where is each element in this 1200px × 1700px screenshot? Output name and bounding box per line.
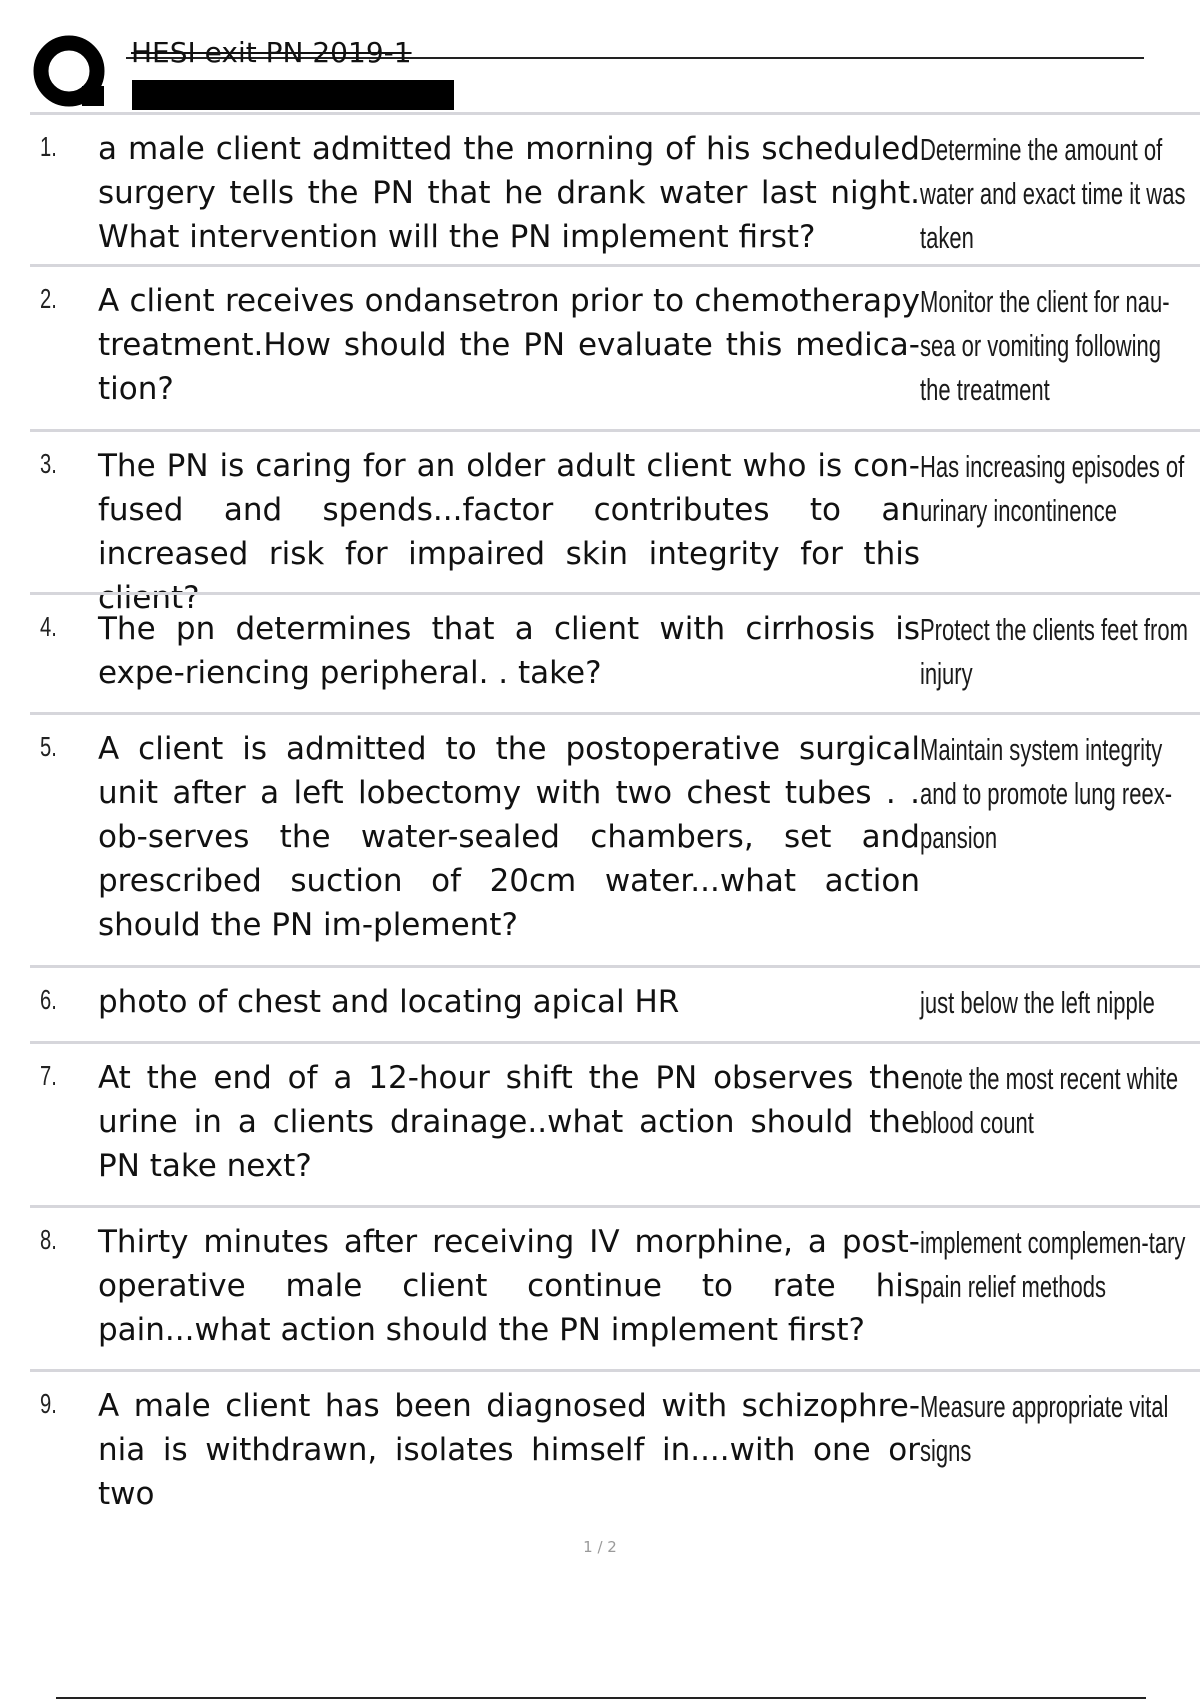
answer-text: Has increasing episodes of urinary incontinence [920,449,1185,528]
question-text: a male client admitted the morning of his scheduled surgery tells the PN that he drank water last night. What intervention will the PN implement first? [98,131,920,255]
footer-rule [56,1697,1146,1699]
question-row-9 [30,1369,1200,1512]
question-text: photo of chest and locating apical HR [98,984,680,1020]
question-text: A client receives ondansetron prior to chemotherapy treatment.How should the PN evaluate this medica-tion? [98,283,920,407]
question-number: 2. [40,283,57,314]
question-number: 3. [40,448,57,479]
page-number: 1 / 2 [583,1538,617,1556]
question-text: The pn determines that a client with cirrhosis is expe-riencing peripheral. . take? [98,611,920,691]
redaction-bar [132,80,454,110]
question-row-3 [30,429,1200,616]
question-row-4 [30,592,1200,712]
answer-text: Protect the clients feet from injury [920,612,1188,691]
question-row-7 [30,1041,1200,1205]
question-text: At the end of a 12-hour shift the PN observes the urine in a clients drainage..what action should the PN take next? [98,1060,920,1184]
answer-text: Measure appropriate vital signs [920,1389,1169,1468]
answer-text: implement complemen-tary pain relief methods [920,1225,1186,1304]
question-number: 8. [40,1224,57,1255]
answer-text: Determine the amount of water and exact time it was taken [920,132,1186,255]
answer-text: Maintain system integrity and to promote lung reex-pansion [920,732,1173,855]
question-text: A client is admitted to the postoperative surgical unit after a left lobectomy with two chest tubes . . ob-serves the water-sealed chambers, set and prescribed suction of 20cm water...what action should the PN im-plement? [98,731,920,943]
question-number: 4. [40,611,57,642]
question-number: 6. [40,984,57,1015]
brand-logo-icon [32,34,106,108]
question-number: 5. [40,731,57,762]
question-row-8 [30,1205,1200,1369]
question-row-1 [30,112,1200,264]
question-row-6 [30,965,1200,1041]
answer-text: note the most recent white blood count [920,1061,1179,1140]
question-row-2 [30,264,1200,429]
question-number: 9. [40,1388,57,1419]
question-text: A male client has been diagnosed with schizophre-nia is withdrawn, isolates himself in....with one or two [98,1388,920,1512]
answer-text: Monitor the client for nau-sea or vomiting following the treatment [920,284,1170,407]
question-number: 7. [40,1060,57,1091]
question-text: Thirty minutes after receiving IV morphine, a post-operative male client continue to rate his pain...what action should the PN implement first? [98,1224,920,1348]
answer-text: just below the left nipple [920,985,1155,1020]
question-list [30,112,1200,1512]
question-row-5 [30,712,1200,965]
question-text: The PN is caring for an older adult client who is con-fused and spends...factor contributes to an increased risk for impaired skin integrity for this client? [98,448,920,616]
document-title: HESI exit PN 2019-1 [131,36,412,69]
question-number: 1. [40,131,57,162]
